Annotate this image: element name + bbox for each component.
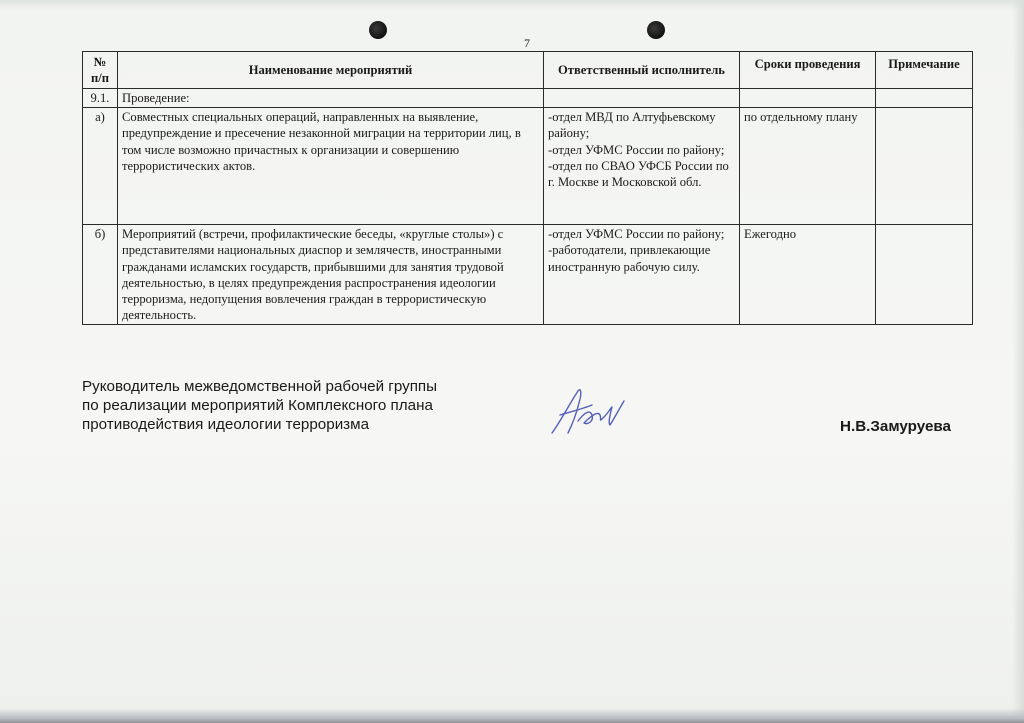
responsible-line: -отдел УФМС России по району;: [548, 142, 725, 157]
binder-hole-right: [647, 21, 665, 39]
row-note: [876, 108, 973, 225]
header-note: Примечание: [876, 52, 973, 89]
position-line: противодействия идеологии терроризма: [82, 416, 370, 433]
measures-table: [82, 51, 973, 325]
row-note: [876, 89, 973, 108]
signatory-name: Н.В.Замуруева: [840, 418, 951, 435]
row-name: Мероприятий (встречи, профилактические беседы, «круглые столы») с представителями национальных диаспор и землячеств, иностранными гражданами исламских государств, прибывшими для занятия трудовой деятельностью, в целях предупреждения распространения идеологии терроризма, недопущения вовлечения граждан в террористическую деятельность.: [118, 225, 544, 325]
handwritten-signature: [548, 385, 628, 441]
responsible-line: -отдел МВД по Алтуфьевскому району;: [548, 110, 716, 141]
row-responsible: [544, 108, 740, 225]
row-num: б): [83, 225, 118, 325]
row-num: 9.1.: [83, 89, 118, 108]
signatory-position: [82, 377, 502, 434]
table-row: [83, 108, 973, 225]
row-responsible: [544, 225, 740, 325]
table-row: [83, 225, 973, 325]
page-bottom-edge: [0, 708, 1024, 723]
header-num: № п/п: [83, 52, 118, 89]
page-right-edge: [1012, 0, 1024, 723]
row-responsible: [544, 89, 740, 108]
row-num: а): [83, 108, 118, 225]
position-line: Руководитель межведомственной рабочей группы: [82, 378, 438, 395]
responsible-line: -отдел по СВАО УФСБ России по г. Москве и Московской обл.: [548, 158, 729, 189]
row-name: Проведение:: [118, 89, 544, 108]
table-row: [83, 89, 973, 108]
binder-hole-left: [369, 21, 387, 39]
header-term: Сроки проведения: [740, 52, 876, 89]
row-term: [740, 89, 876, 108]
row-note: [876, 225, 973, 325]
table-header-row: [83, 52, 973, 89]
responsible-line: -отдел УФМС России по району;: [548, 227, 725, 242]
row-name: Совместных специальных операций, направленных на выявление, предупреждение и пресечение незаконной миграции на территории лиц, в том числе возможно причастных к организации и совершению террористических актов.: [118, 108, 544, 225]
row-term: по отдельному плану: [740, 108, 876, 225]
row-term: Ежегодно: [740, 225, 876, 325]
header-name: Наименование мероприятий: [118, 52, 544, 89]
page-top-edge: [0, 0, 1024, 10]
responsible-line: -работодатели, привлекающие иностранную рабочую силу.: [548, 243, 711, 274]
position-line: по реализации мероприятий Комплексного плана: [82, 397, 433, 414]
header-responsible: Ответственный исполнитель: [544, 52, 740, 89]
page-number: 7: [524, 36, 530, 50]
